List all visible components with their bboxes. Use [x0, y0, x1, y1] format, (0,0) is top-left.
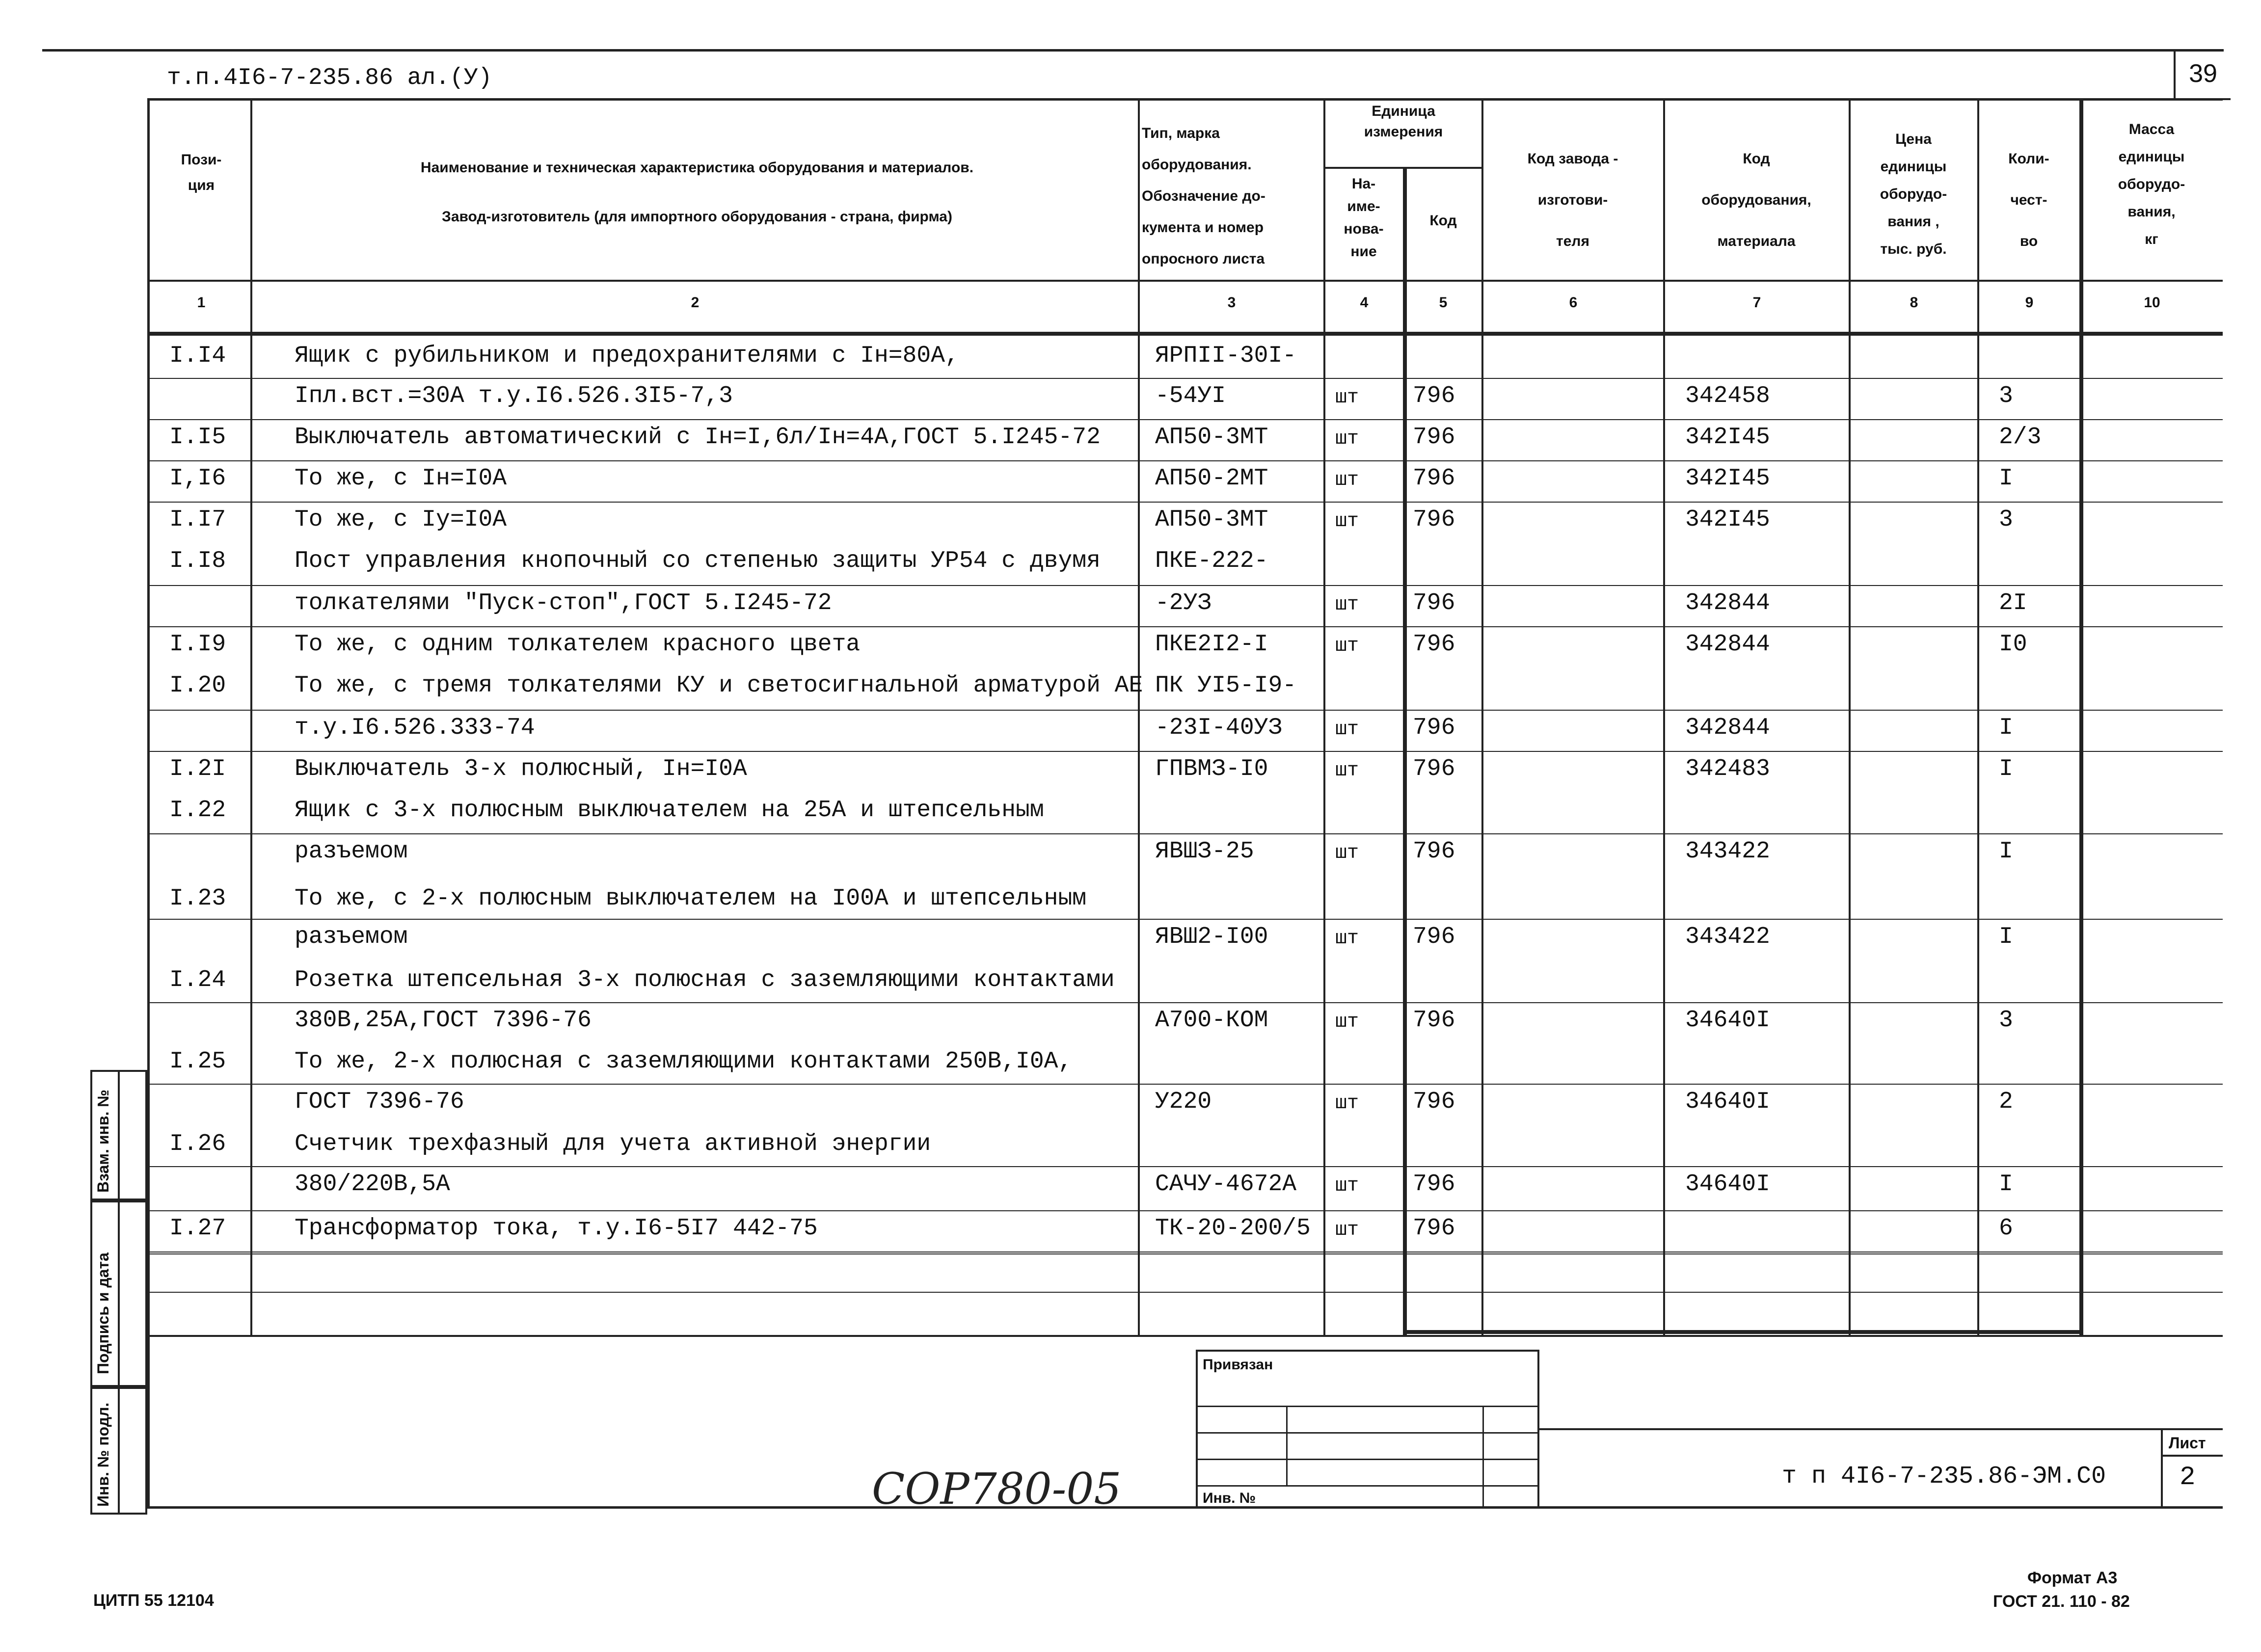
unit-code-cell: 796 [1413, 590, 1455, 616]
row-separator [147, 1002, 2223, 1003]
unit-cell: шт [1335, 635, 1359, 657]
type-cell: ТК-20-200/5 [1155, 1215, 1311, 1242]
row-separator [147, 502, 2223, 503]
name-cell: разъемом [295, 924, 408, 950]
quantity-cell: I [1999, 1171, 2013, 1198]
side-label-replace-inv: Взам. инв. № [94, 1090, 112, 1193]
col-sep-2 [1138, 98, 1140, 1335]
name-cell: То же, с тремя толкателями КУ и светосигнальной арматурой АЕ [295, 672, 1143, 699]
quantity-cell: I0 [1999, 631, 2027, 658]
type-cell: -2УЗ [1155, 590, 1212, 616]
unit-cell: шт [1335, 1092, 1359, 1115]
type-cell: -23I-40УЗ [1155, 715, 1283, 741]
row-separator [147, 1210, 2223, 1211]
position-cell: I.23 [169, 885, 226, 912]
equipment-code-cell: 34640I [1685, 1171, 1770, 1198]
equipment-code-cell: 34640I [1685, 1089, 1770, 1115]
type-cell: САЧУ-4672А [1155, 1171, 1297, 1198]
position-cell: I.I8 [169, 548, 226, 574]
side-label-signature-date: Подпись и дата [94, 1252, 112, 1374]
type-cell: ЯРПII-30I- [1155, 343, 1297, 369]
type-cell: А700-КОМ [1155, 1007, 1268, 1034]
unit-code-cell: 796 [1413, 1007, 1455, 1034]
type-cell: ПКЕ-222- [1155, 548, 1268, 574]
header-name: Наименование и техническая характеристика оборудования и материалов. Завод-изготовитель (для импортного оборудования - страна, фирма) [420, 160, 974, 225]
header-price: Цена единицы оборудо- вания , тыс. руб. [1880, 131, 1947, 257]
type-cell: ПКЕ2I2-I [1155, 631, 1268, 658]
footer-standard: ГОСТ 21. 110 - 82 [1993, 1592, 2130, 1611]
unit-cell: шт [1335, 428, 1359, 450]
unit-code-cell: 796 [1413, 506, 1455, 533]
col-sep-1 [250, 98, 252, 1335]
unit-cell: шт [1335, 594, 1359, 616]
quantity-cell: 2/3 [1999, 424, 2042, 451]
type-cell: ПК УI5-I9- [1155, 672, 1297, 699]
position-cell: I.I9 [169, 631, 226, 658]
position-cell: I,I6 [169, 465, 226, 492]
name-cell: разъемом [295, 838, 408, 865]
row-separator [147, 419, 2223, 420]
position-cell: I.26 [169, 1131, 226, 1157]
handwritten-mark: СОР780-05 [872, 1464, 1122, 1514]
position-cell: I.20 [169, 672, 226, 699]
row-separator [147, 460, 2223, 461]
footer-left: ЦИТП 55 12104 [93, 1591, 214, 1610]
position-cell: I.I5 [169, 424, 226, 451]
equipment-code-cell: 343422 [1685, 924, 1770, 950]
unit-cell: шт [1335, 1219, 1359, 1241]
table-bottom-line [147, 1335, 2223, 1337]
type-cell: ГПВМЗ-I0 [1155, 756, 1268, 782]
header-mass: Масса единицы оборудо- вания, кг [2118, 121, 2185, 247]
colnum-8: 8 [1910, 294, 1918, 311]
unit-cell: шт [1335, 387, 1359, 409]
header-bottom-line [147, 280, 2223, 282]
unit-cell: шт [1335, 842, 1359, 864]
type-cell: -54УI [1155, 383, 1226, 409]
type-cell: ЯВШ2-I00 [1155, 924, 1268, 950]
row-separator [147, 710, 2223, 711]
name-cell: Пост управления кнопочный со степенью защиты УР54 с двумя [295, 548, 1101, 574]
unit-cell: шт [1335, 760, 1359, 782]
sheet-number: 2 [2180, 1463, 2196, 1492]
name-cell: То же, с одним толкателем красного цвета [295, 631, 861, 658]
quantity-cell: 3 [1999, 383, 2013, 409]
name-cell: толкателями "Пуск-стоп",ГОСТ 5.I245-72 [295, 590, 832, 616]
unit-code-cell: 796 [1413, 756, 1455, 782]
position-cell: I.27 [169, 1215, 226, 1242]
name-cell: Розетка штепсельная 3-х полюсная с заземляющими контактами [295, 967, 1115, 993]
position-cell: I.2I [169, 756, 226, 782]
unit-code-cell: 796 [1413, 1089, 1455, 1115]
stamp-line-4 [1198, 1485, 1537, 1487]
colnum-10: 10 [2144, 294, 2160, 311]
column-number-line [147, 332, 2223, 336]
type-cell: АП50-2МТ [1155, 465, 1268, 492]
equipment-code-cell: 342844 [1685, 590, 1770, 616]
unit-cell: шт [1335, 928, 1359, 950]
name-cell: Ящик с рубильником и предохранителями с Iн=80А, [295, 343, 959, 369]
footer-format: Формат А3 [2027, 1569, 2118, 1587]
name-cell: Iпл.вст.=30А т.у.I6.526.3I5-7,3 [295, 383, 733, 409]
row-separator [147, 833, 2223, 834]
table-bottom-thick [1403, 1330, 2083, 1334]
stamp-vline-2 [1482, 1406, 1484, 1507]
name-cell: Счетчик трехфазный для учета активной энергии [295, 1131, 931, 1157]
header-position: Пози- ция [181, 152, 222, 193]
name-cell: Выключатель 3-х полюсный, Iн=I0А [295, 756, 747, 782]
colnum-3: 3 [1227, 294, 1236, 311]
colnum-5: 5 [1439, 294, 1448, 311]
equipment-code-cell: 342I45 [1685, 465, 1770, 492]
header-unit-group: Единица измерения [1364, 103, 1443, 140]
type-cell: АП50-3МТ [1155, 506, 1268, 533]
col-sep-8 [1977, 98, 1979, 1335]
header-type: Тип, марка оборудования. Обозначение до- кумента и номер опросного листа [1142, 125, 1265, 267]
name-cell: т.у.I6.526.333-74 [295, 715, 535, 741]
header-quantity: Коли- чест- во [2008, 151, 2049, 249]
name-cell: То же, с Iу=I0А [295, 506, 507, 533]
quantity-cell: I [1999, 715, 2013, 741]
unit-code-cell: 796 [1413, 838, 1455, 865]
col-sep-7 [1849, 98, 1851, 1335]
stamp-inv-label: Инв. № [1203, 1490, 1256, 1506]
quantity-cell: 2 [1999, 1089, 2013, 1115]
stamp-line-1 [1198, 1406, 1537, 1407]
row-separator [147, 1084, 2223, 1085]
header-unit-code: Код [1429, 213, 1457, 229]
position-cell: I.I7 [169, 506, 226, 533]
unit-code-cell: 796 [1413, 1215, 1455, 1242]
quantity-cell: I [1999, 465, 2013, 492]
type-cell: АП50-3МТ [1155, 424, 1268, 451]
quantity-cell: 3 [1999, 506, 2013, 533]
unit-cell: шт [1335, 1175, 1359, 1197]
equipment-code-cell: 342458 [1685, 383, 1770, 409]
name-cell: Трансформатор тока, т.у.I6-5I7 442-75 [295, 1215, 818, 1242]
unit-subheader-line [1323, 167, 1481, 169]
equipment-code-cell: 342483 [1685, 756, 1770, 782]
name-cell: 380/220В,5А [295, 1171, 450, 1198]
document-reference: т.п.4I6-7-235.86 ал.(У) [167, 65, 492, 91]
colnum-4: 4 [1360, 294, 1369, 311]
stamp-vline-1 [1286, 1406, 1288, 1485]
col-sep-5 [1481, 98, 1483, 1335]
unit-cell: шт [1335, 510, 1359, 533]
stamp-line-2 [1198, 1432, 1537, 1434]
col-sep-3 [1323, 98, 1325, 1335]
header-factory-code: Код завода - изготови- теля [1527, 151, 1618, 249]
unit-cell: шт [1335, 469, 1359, 491]
title-block-top [1539, 1428, 2223, 1430]
name-cell: То же, 2-х полюсная с заземляющими контактами 250В,I0А, [295, 1048, 1073, 1075]
unit-cell: шт [1335, 1011, 1359, 1033]
name-cell: Выключатель автоматический с Iн=I,6л/Iн=4А,ГОСТ 5.I245-72 [295, 424, 1101, 451]
unit-code-cell: 796 [1413, 424, 1455, 451]
name-cell: То же, с 2-х полюсным выключателем на I00А и штепсельным [295, 885, 1087, 912]
position-cell: I.24 [169, 967, 226, 993]
unit-code-cell: 796 [1413, 924, 1455, 950]
unit-code-cell: 796 [1413, 383, 1455, 409]
equipment-code-cell: 342844 [1685, 715, 1770, 741]
binding-stamp [1196, 1350, 1539, 1509]
type-cell: У220 [1155, 1089, 1212, 1115]
quantity-cell: I [1999, 838, 2013, 865]
type-cell: ЯВШЗ-25 [1155, 838, 1254, 865]
quantity-cell: I [1999, 924, 2013, 950]
position-cell: I.25 [169, 1048, 226, 1075]
unit-code-cell: 796 [1413, 715, 1455, 741]
unit-code-cell: 796 [1413, 631, 1455, 658]
title-block-sheet-sep [2161, 1428, 2163, 1509]
page-number: 39 [2174, 49, 2231, 100]
equipment-code-cell: 34640I [1685, 1007, 1770, 1034]
col-sep-6 [1663, 98, 1665, 1335]
side-label-orig-inv: Инв. № подл. [94, 1402, 112, 1507]
name-cell: 380В,25А,ГОСТ 7396-76 [295, 1007, 592, 1034]
header-equipment-code: Код оборудования, материала [1701, 151, 1811, 249]
row-separator [147, 585, 2223, 586]
name-cell: То же, с Iн=I0А [295, 465, 507, 492]
row-separator [147, 1253, 2223, 1254]
row-separator [147, 378, 2223, 379]
equipment-code-cell: 342I45 [1685, 424, 1770, 451]
quantity-cell: I [1999, 756, 2013, 782]
quantity-cell: 2I [1999, 590, 2027, 616]
colnum-7: 7 [1752, 294, 1761, 311]
top-border-line [42, 49, 2224, 52]
equipment-code-cell: 343422 [1685, 838, 1770, 865]
quantity-cell: 3 [1999, 1007, 2013, 1034]
row-separator [147, 919, 2223, 920]
stamp-line-3 [1198, 1459, 1537, 1460]
sheet-label: Лист [2169, 1434, 2206, 1452]
row-separator [147, 751, 2223, 752]
colnum-2: 2 [691, 294, 700, 311]
row-separator [147, 626, 2223, 627]
position-cell: I.22 [169, 797, 226, 824]
sheet-label-line [2161, 1455, 2223, 1457]
unit-cell: шт [1335, 719, 1359, 741]
name-cell: Ящик с 3-х полюсным выключателем на 25А и штепсельным [295, 797, 1044, 824]
colnum-9: 9 [2025, 294, 2034, 311]
unit-code-cell: 796 [1413, 465, 1455, 492]
stamp-bound-label: Привязан [1203, 1357, 1273, 1373]
colnum-6: 6 [1569, 294, 1578, 311]
side-inner-line [118, 1070, 120, 1515]
position-cell: I.I4 [169, 343, 226, 369]
quantity-cell: 6 [1999, 1215, 2013, 1242]
blank-row-line [147, 1292, 2223, 1293]
row-separator [147, 1166, 2223, 1167]
name-cell: ГОСТ 7396-76 [295, 1089, 464, 1115]
unit-code-cell: 796 [1413, 1171, 1455, 1198]
equipment-code-cell: 342I45 [1685, 506, 1770, 533]
header-unit-name: На- име- нова- ние [1344, 176, 1384, 260]
document-code: т п 4I6-7-235.86-ЭМ.С0 [1782, 1463, 2106, 1491]
col-sep-9 [2079, 98, 2083, 1335]
colnum-1: 1 [197, 294, 206, 311]
equipment-code-cell: 342844 [1685, 631, 1770, 658]
